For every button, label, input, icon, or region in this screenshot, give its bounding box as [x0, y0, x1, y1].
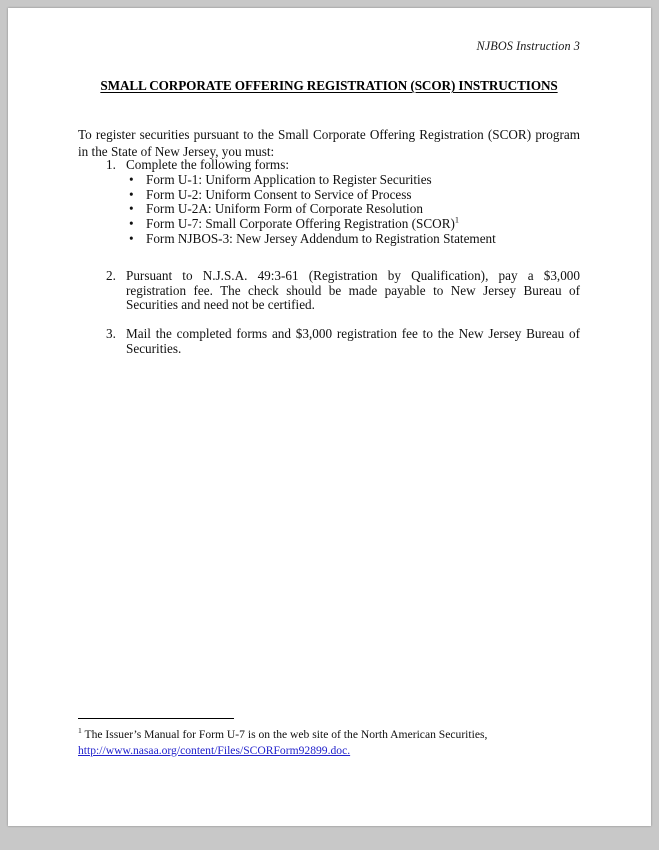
bullet-icon: • [129, 171, 134, 187]
list-item-text: Mail the completed forms and $3,000 registration fee to the New Jersey Bureau of Securities. [126, 326, 580, 356]
bullet-label: Form NJBOS-3: New Jersey Addendum to Registration Statement [146, 230, 496, 246]
footnote-separator [78, 718, 234, 719]
list-item-text: Pursuant to N.J.S.A. 49:3-61 (Registration by Qualification), pay a $3,000 registration fee. The check should be made payable to New Jersey Bureau of Securities and need not be certified. [126, 267, 580, 313]
list-item [78, 202, 580, 217]
instruction-list [78, 158, 580, 371]
footnote-marker: 1 [78, 726, 82, 736]
list-item [78, 173, 580, 188]
bullet-icon: • [129, 230, 134, 246]
footnote-reference: 1 [454, 215, 460, 225]
list-item [78, 188, 580, 203]
bullet-label: Form U-2: Uniform Consent to Service of Process [146, 186, 412, 202]
bullet-label: Form U-7: Small Corporate Offering Registration (SCOR) [146, 216, 455, 232]
list-item [78, 327, 580, 357]
list-item [78, 232, 580, 247]
list-item-number: 2. [106, 267, 116, 283]
list-item [78, 158, 580, 173]
list-item-number: 1. [106, 157, 116, 172]
page-title [78, 78, 580, 94]
footnote-body [78, 727, 580, 758]
footnote-section [78, 718, 580, 758]
footnote-link[interactable]: http://www.nasaa.org/content/Files/SCORForm92899.doc. [78, 743, 351, 757]
bullet-label: Form U-2A: Uniform Form of Corporate Resolution [146, 201, 423, 217]
bullet-icon: • [129, 216, 134, 232]
page-content [78, 8, 580, 826]
list-item-text: Complete the following forms: [126, 157, 289, 172]
list-item [78, 269, 580, 313]
list-item-number: 3. [106, 326, 116, 342]
list-item [78, 217, 580, 232]
footnote-label: The Issuer’s Manual for Form U-7 is on the web site of the North American Securities, [84, 728, 488, 741]
page-title-text: SMALL CORPORATE OFFERING REGISTRATION (SCOR) INSTRUCTIONS [100, 78, 558, 93]
intro-paragraph: To register securities pursuant to the Small Corporate Offering Registration (SCOR) program in the State of New Jersey, you must: [78, 127, 580, 160]
page-header: NJBOS Instruction 3 [476, 39, 580, 53]
bullet-icon: • [129, 201, 134, 217]
document-page [8, 8, 651, 826]
bullet-label: Form U-1: Uniform Application to Register Securities [146, 171, 432, 187]
bullet-icon: • [129, 186, 134, 202]
forms-bullet-list [78, 173, 580, 247]
